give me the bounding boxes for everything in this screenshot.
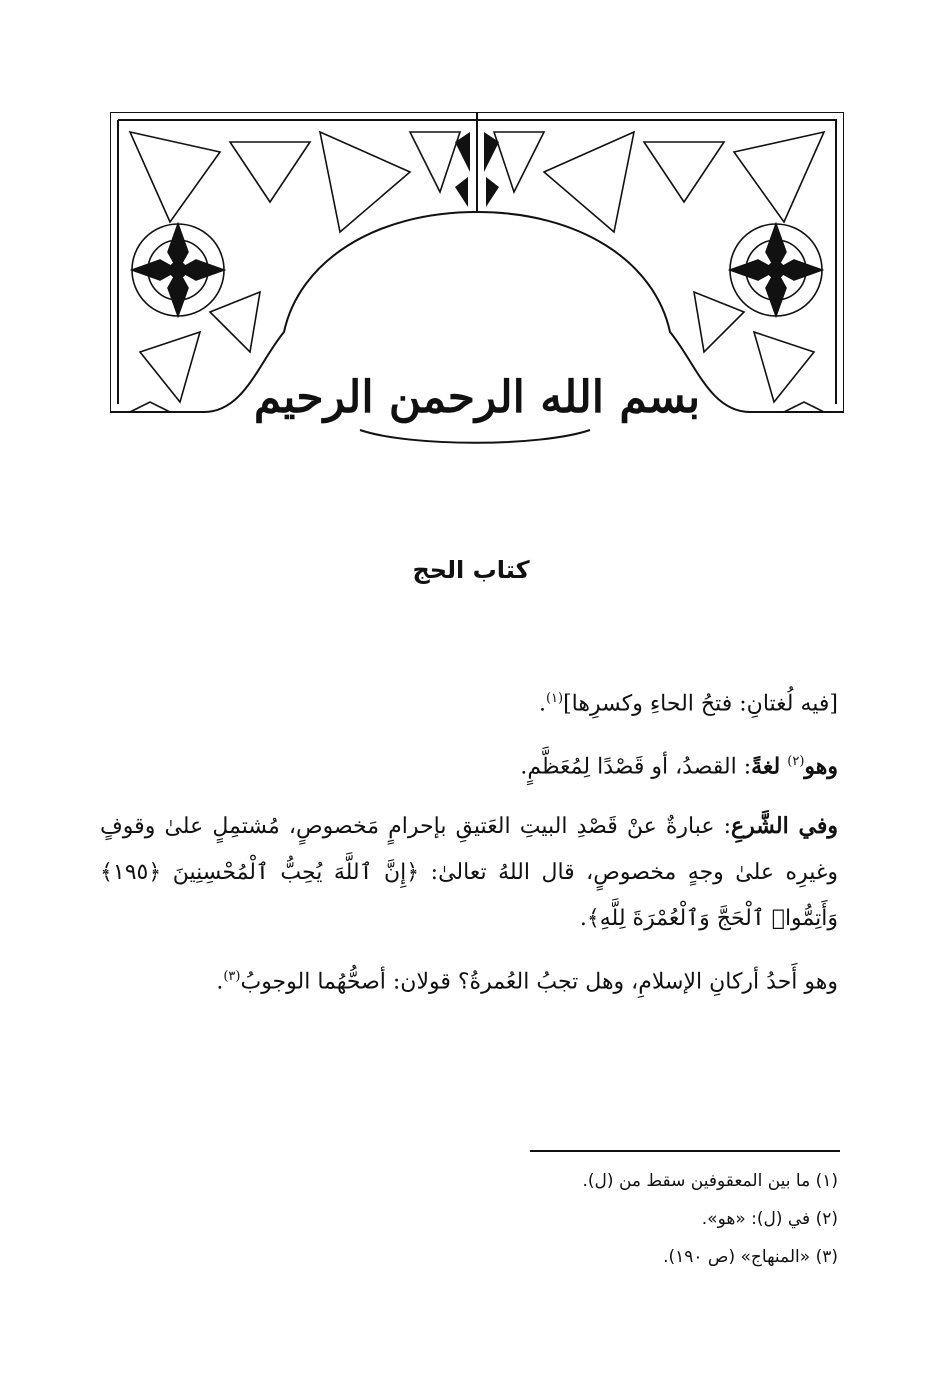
paragraph-1-text: [فيه لُغتانِ: فتحُ الحاءِ وكسرِها] <box>563 691 838 717</box>
paragraph-2-rest: : القصدُ، أو قَصْدًا لِمُعَظَّمٍ. <box>520 754 752 780</box>
paragraph-1-end: . <box>538 691 546 717</box>
footnote-ref-1: (١) <box>545 691 564 706</box>
quran-verse: ﴿إِنَّ ٱللَّهَ يُحِبُّ ٱلْمُحْسِنِينَ ﴿١٩٥﴾ وَأَتِمُّوا۟ ٱلْحَجَّ وَٱلْعُمْرَةَ لِلَّهِ﴾ <box>100 859 838 931</box>
basmala-calligraphy: بسم الله الرحمن الرحيم <box>253 372 701 423</box>
paragraph-3-end: . <box>579 905 587 931</box>
main-text <box>100 676 838 1017</box>
footnote-1: (١) ما بين المعقوفين سقط من (ل). <box>582 1171 838 1191</box>
footnotes <box>583 1162 838 1276</box>
paragraph-3-rest: : عبارةٌ عنْ قَصْدِ البيتِ العَتيقِ بإحرامٍ مَخصوصٍ، مُشتمِلٍ علىٰ وقوفٍ وغيرِه علىٰ وجهٍ مخصوصٍ، قال اللهُ تعالىٰ: <box>100 813 838 885</box>
footnote-divider <box>530 1150 840 1152</box>
paragraph-4-end: . <box>216 968 224 994</box>
paragraph-2 <box>100 739 838 790</box>
footnote-ref-2: (٢) <box>787 754 805 770</box>
footnote-3: (٣) «المنهاج» (ص ١٩٠). <box>663 1247 838 1267</box>
term-legal: وفي الشَّرعِ <box>731 812 839 839</box>
paragraph-3 <box>100 803 838 942</box>
chapter-heading: كتاب الحج <box>412 556 530 584</box>
paragraph-1 <box>100 676 838 727</box>
footnote-2: (٢) في (ل): «هو». <box>701 1209 838 1229</box>
footnote-ref-3: (٣) <box>223 968 241 984</box>
paragraph-4-text: وهو أَحدُ أركانِ الإسلامِ، وهل تجبُ العُمرةُ؟ قولان: أصحُّهُما الوجوبُ <box>240 968 838 994</box>
paragraph-2-start: وهو <box>804 753 838 780</box>
paragraph-4 <box>100 954 838 1005</box>
ornamental-header <box>110 112 844 468</box>
term-linguistic: لغةً <box>751 753 781 780</box>
